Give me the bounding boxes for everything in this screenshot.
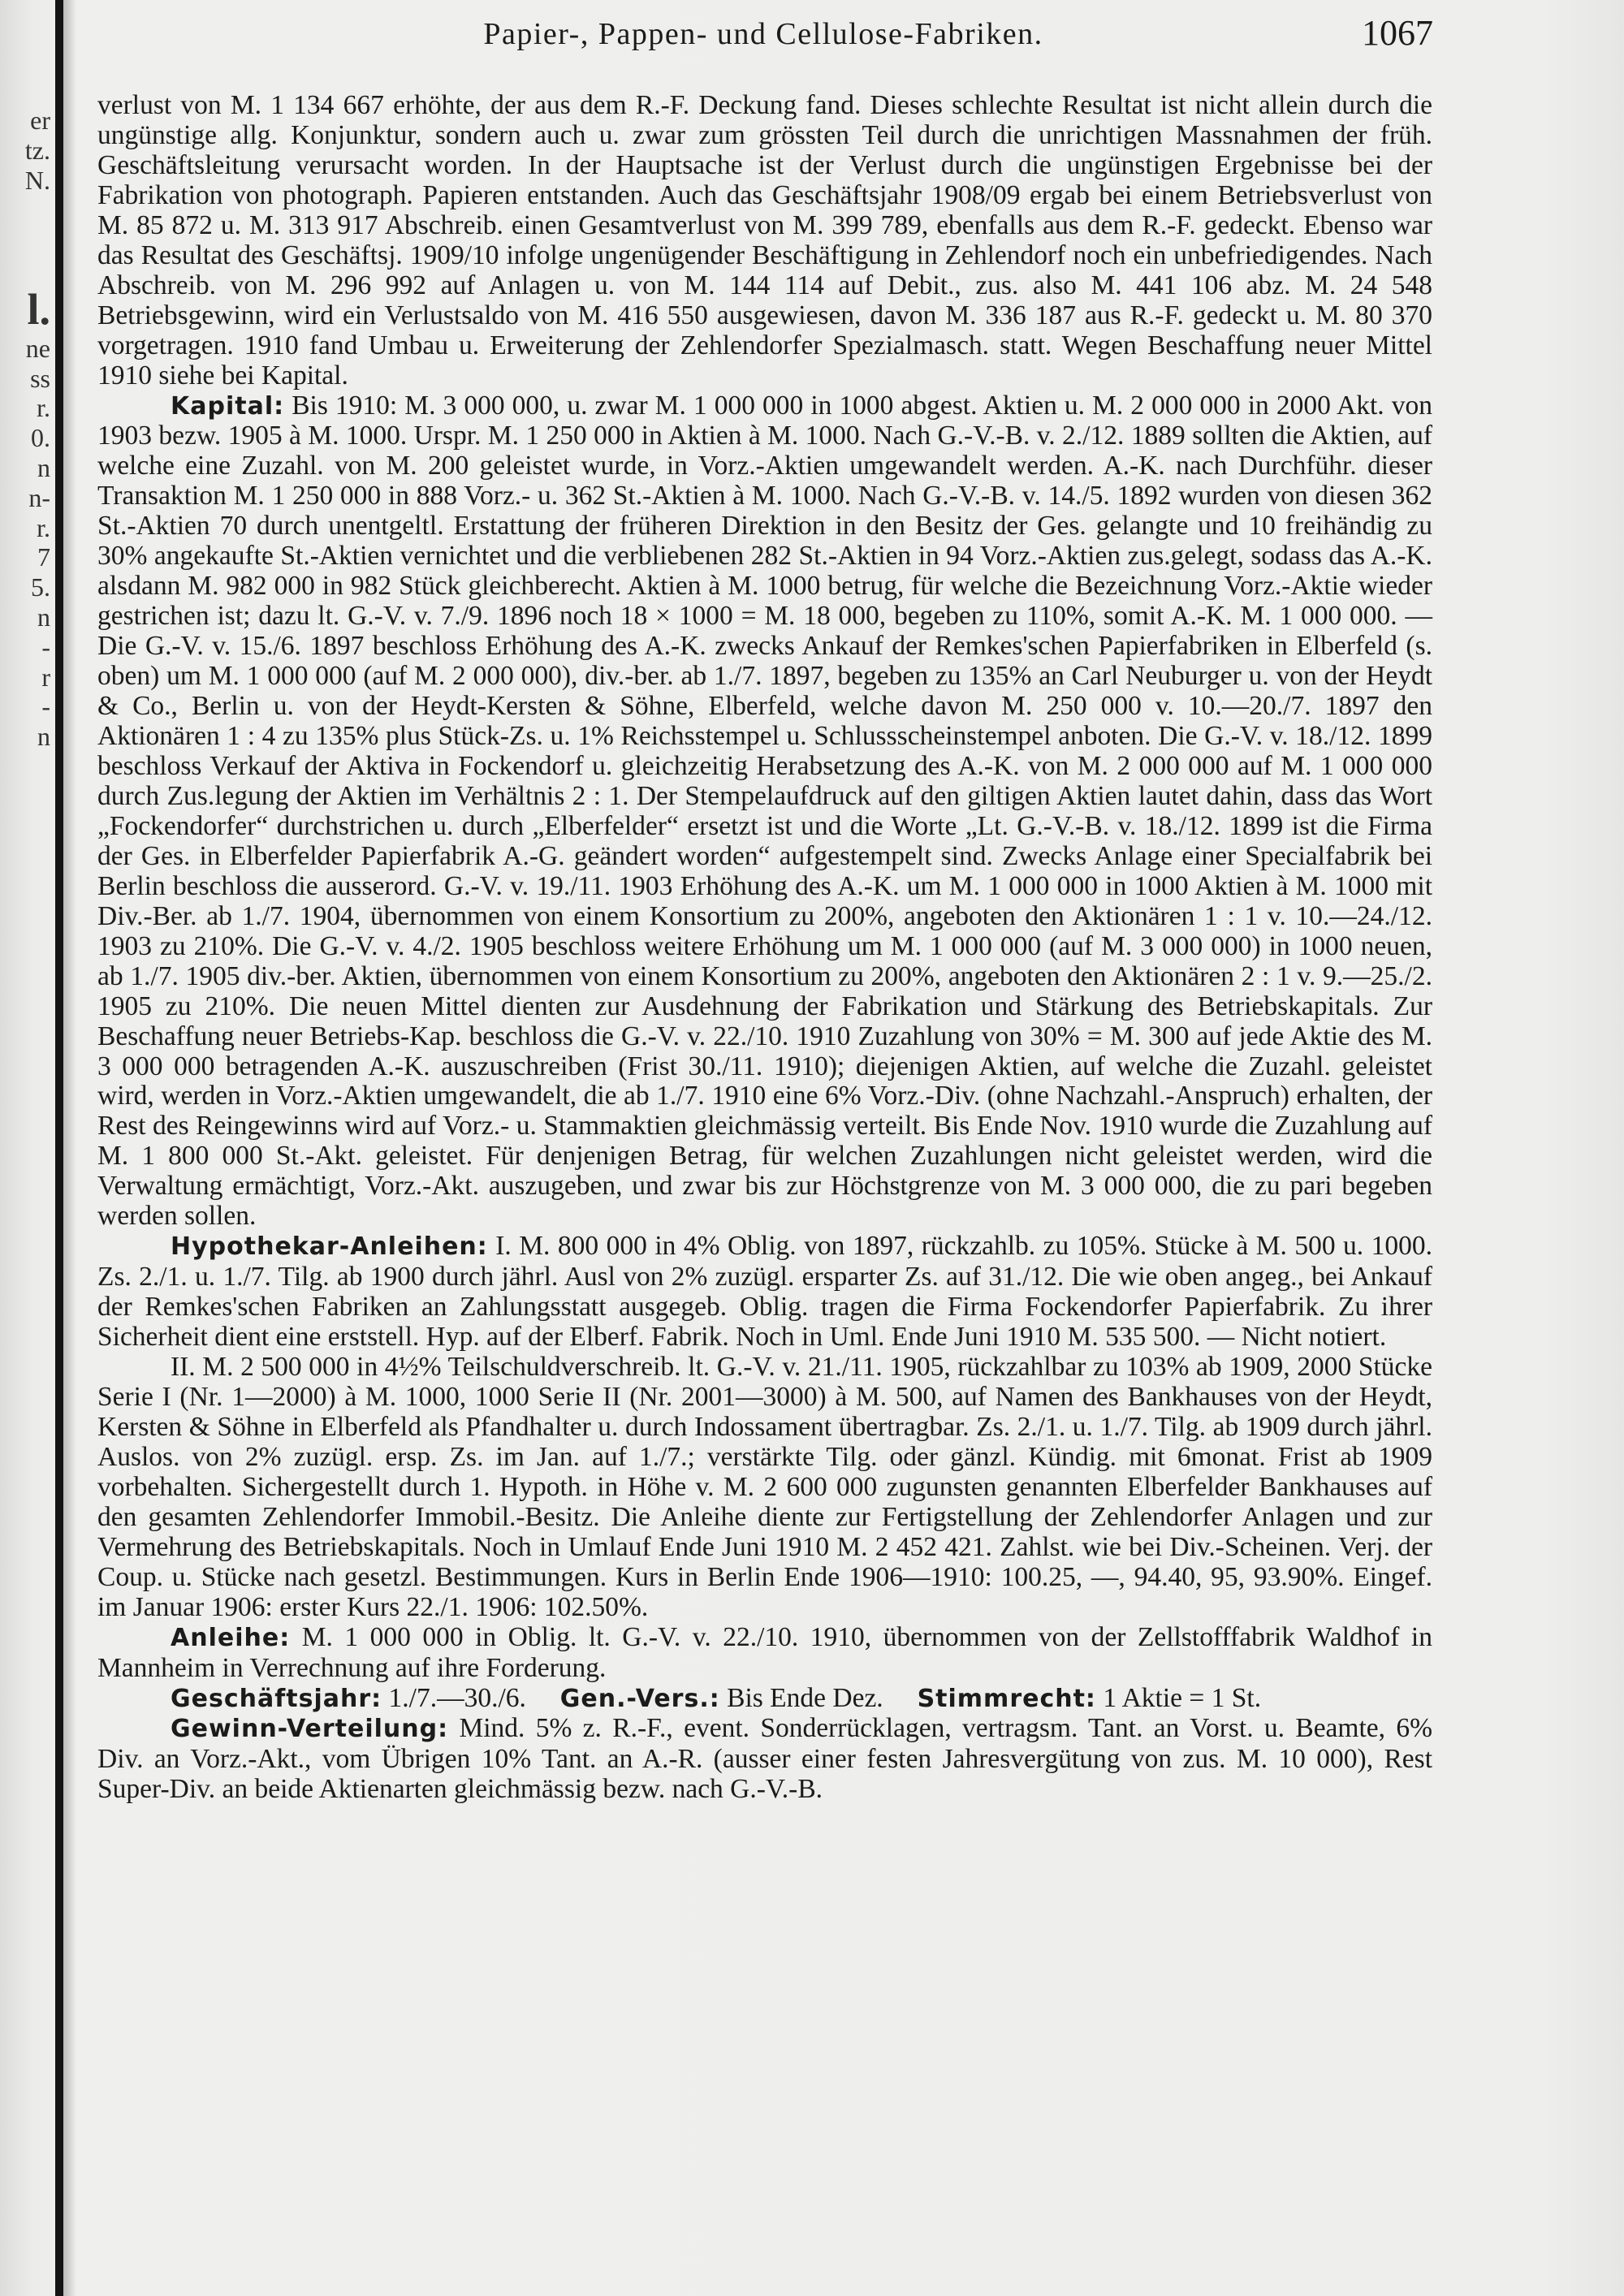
margin-fragment: l. (27, 284, 50, 334)
margin-fragment (0, 195, 54, 225)
paragraph-geschaeftsjahr (97, 1684, 1432, 1715)
paragraph-hypothekar-anleihen (97, 1232, 1432, 1353)
margin-fragment: r. (37, 512, 50, 542)
paragraph-text: Mind. 5% z. R.-F., event. Sonderrücklagen, vertragsm. Tant. an Vorst. u. Beamte, 6% Div. an Vorz.-Akt., vom Übrigen 10% Tant. an A.-R. (ausser einer festen Jahresvergütung von zus. M. 10 000), Rest Super-Div. an beide Aktienarten gleichmässig bezw. nach G.-V.-B. (97, 1713, 1433, 1805)
margin-fragment (0, 255, 54, 285)
book-spine-edge (55, 0, 63, 2296)
running-header: Papier-, Pappen- und Cellulose-Fabriken. (483, 17, 1043, 51)
section-label: Geschäftsjahr: (171, 1684, 382, 1713)
margin-fragment: tz. (24, 135, 50, 165)
paragraph-kapital (97, 391, 1432, 1232)
section-label: Stimmrecht: (917, 1684, 1096, 1713)
paragraph-text: I. M. 800 000 in 4% Oblig. von 1897, rückzahlb. zu 105%. Stücke à M. 500 u. 1000. Zs. 2./1. u. 1./7. Tilg. ab 1900 durch jährl. Ausl von 2% zuzügl. ersparter Zs. auf 31./12. Die wie oben angeg., bei Ankauf der Remkes'schen Fabriken an Zahlungsstatt ausgegeb. Oblig. tragen die Firma Fockendorfer Papierfabrik. Zu ihrer Sicherheit dient eine erststell. Hyp. auf der Elberf. Fabrik. Noch in Uml. Ende Juni 1910 M. 535 500. — Nicht notiert. (97, 1231, 1433, 1353)
margin-fragment: 7 (37, 542, 50, 572)
paragraph-text: Bis 1910: M. 3 000 000, u. zwar M. 1 000 000 in 1000 abgest. Aktien u. M. 2 000 000 in 2000 Akt. von 1903 bezw. 1905 à M. 1000. Urspr. M. 1 250 000 in Aktien à M. 1000. Nach G.-V.-B. v. 2./12. 1889 sollten die Aktien, auf welche eine Zuzahl. von M. 200 geleistet wurde, in Vorz.-Aktien umgewandelt werden. A.-K. nach Durchführ. dieser Transaktion M. 1 250 000 in 888 Vorz.- u. 362 St.-Aktien à M. 1000. Nach G.-V.-B. v. 14./5. 1892 wurden von diesen 362 St.-Aktien 70 durch unentgeltl. Erstattung der früheren Direktion in den Besitz der Ges. gelangte und 10 freihändig zu 30% angekaufte St.-Aktien vernichtet und die verbliebenen 282 St.-Aktien in 94 Vorz.-Aktien zus.gelegt, sodass das A.-K. alsdann M. 982 000 in 982 Stück gleichberecht. Aktien à M. 1000 betrug, für welche die Bezeichnung Vorz.-Aktie wieder gestrichen ist; dazu lt. G.-V. v. 7./9. 1896 noch 18 × 1000 = M. 18 000, begeben zu 110%, somit A.-K. M. 1 000 000. — Die G.-V. v. 15./6. 1897 beschloss Erhöhung des A.-K. zwecks Ankauf der Remkes'schen Papierfabriken in Elberfeld (s. oben) um M. 1 000 000 (auf M. 2 000 000), div.-ber. ab 1./7. 1897, begeben zu 135% an Carl Neuburger u. von der Heydt & Co., Berlin u. von der Heydt-Kersten & Söhne, Elberfeld, welche davon M. 250 000 v. 10.—20./7. 1897 den Aktionären 1 : 4 zu 135% plus Stück-Zs. u. 1% Reichsstempel u. Schlussscheinstempel anboten. Die G.-V. v. 18./12. 1899 beschloss Verkauf der Aktiva in Fockendorf u. gleichzeitig Herabsetzung des A.-K. von M. 2 000 000 auf M. 1 000 000 durch Zus.legung der Aktien im Verhältnis 2 : 1. Der Stempelaufdruck auf den giltigen Aktien lautet dahin, dass das Wort „Fockendorfer“ durchstrichen u. durch „Elberfelder“ ersetzt ist und die Worte „Lt. G.-V.-B. v. 18./12. 1899 ist die Firma der Ges. in Elberfelder Papierfabrik A.-G. geändert worden“ aufgestempelt sind. Zwecks Anlage einer Specialfabrik bei Berlin beschloss die ausserord. G.-V. v. 19./11. 1903 Erhöhung des A.-K. um M. 1 000 000 in 1000 Aktien à M. 1000 mit Div.-Ber. ab 1./7. 1904, übernommen von einem Konsortium zu 200%, angeboten den Aktionären 1 : 1 v. 10.—24./12. 1903 zu 210%. Die G.-V. v. 4./2. 1905 beschloss weitere Erhöhung um M. 1 000 000 (auf M. 3 000 000) in 1000 neuen, ab 1./7. 1905 div.-ber. Aktien, übernommen von einem Konsortium zu 200%, angeboten den Aktionären 2 : 1 v. 9.—25./2. 1905 zu 210%. Die neuen Mittel dienten zur Ausdehnung der Fabrikation und Stärkung des Betriebskapitals. Zur Beschaffung neuer Betriebs-Kap. beschloss die G.-V. v. 22./10. 1910 Zuzahlung von 30% = M. 300 auf jede Aktie des M. 3 000 000 betragenden A.-K. auszuschreiben (Frist 30./11. 1910); diejenigen Aktien, auf welche die Zuzahl. geleistet wird, werden in Vorz.-Aktien umgewandelt, die ab 1./7. 1910 eine 6% Vorz.-Div. (ohne Nachzahl.-Anspruch) erhalten, der Rest des Reingewinns wird auf Vorz.- u. Stammaktien gleichmässig verteilt. Bis Ende Nov. 1910 wurde die Zuzahlung auf M. 1 800 000 St.-Akt. geleistet. Für denjenigen Betrag, für welchen Zuzahlungen nicht geleistet werden, wird die Verwaltung ermächtigt, Vorz.-Akt. auszugeben, und zwar bis zur Höchstgrenze von M. 3 000 000, die zu pari begeben werden sollen. (97, 390, 1432, 1232)
margin-fragment: N. (24, 165, 50, 195)
margin-fragment: ne (25, 333, 50, 363)
margin-fragment: ss (30, 363, 50, 393)
section-label: Anleihe: (171, 1623, 291, 1652)
paragraph-verlust (97, 91, 1432, 391)
section-label: Kapital: (171, 391, 285, 421)
gutter-shadow (63, 0, 76, 2296)
paragraph-text: 1./7.—30./6. (388, 1682, 526, 1713)
paragraph-text: M. 1 000 000 in Oblig. lt. G.-V. v. 22./10. 1910, übernommen von der Zellstofffabrik Waldhof in Mannheim in Verrechnung auf ihre Forderung. (97, 1621, 1432, 1683)
margin-fragment: n (37, 602, 50, 632)
section-label: Hypothekar-Anleihen: (171, 1232, 488, 1262)
margin-fragment (0, 225, 54, 255)
margin-fragment: - (41, 692, 50, 722)
paragraph-text: verlust von M. 1 134 667 erhöhte, der aus dem R.-F. Deckung fand. Dieses schlechte Resultat ist nicht allein durch die ungünstige allg. Konjunktur, sondern auch u. zwar zum grössten Teil durch die unrichtigen Massnahmen der früh. Geschäftsleitung verursacht worden. In der Hauptsache ist der Verlust durch die ungünstigen Ergebnisse bei der Fabrikation von photograph. Papieren entstanden. Auch das Geschäftsjahr 1908/09 ergab bei einem Betriebsverlust von M. 85 872 u. M. 313 917 Abschreib. einen Gesamtverlust von M. 399 789, ebenfalls aus dem R.-F. gedeckt. Ebenso war das Resultat des Geschäftsj. 1909/10 infolge ungenügender Beschäftigung in Zehlendorf noch ein unbefriedigendes. Nach Abschreib. von M. 296 992 auf Anlagen u. von M. 144 114 auf Debit., zus. also M. 441 106 abz. M. 24 548 Betriebsgewinn, wird ein Verlustsaldo von M. 416 550 ausgewiesen, davon M. 336 187 aus R.-F. gedeckt u. M. 80 370 vorgetragen. 1910 fand Umbau u. Erweiterung der Zehlendorfer Spezialmasch. statt. Wegen Beschaffung neuer Mittel 1910 siehe bei Kapital. (97, 90, 1432, 391)
margin-fragment: r. (37, 393, 50, 423)
body-text (97, 91, 1432, 1805)
margin-fragment: r (41, 662, 50, 692)
previous-page-margin (0, 106, 54, 999)
margin-fragment: 0. (31, 423, 50, 453)
margin-fragment: er (30, 106, 50, 135)
paragraph-text: II. M. 2 500 000 in 4½% Teilschuldverschreib. lt. G.-V. v. 21./11. 1905, rückzahlbar zu 103% ab 1909, 2000 Stücke Serie I (Nr. 1—2000) à M. 1000, 1000 Serie II (Nr. 2001—3000) à M. 500, auf Namen des Bankhauses von der Heydt, Kersten & Söhne in Elberfeld als Pfandhalter u. durch Indossament übertragbar. Zs. 2./1. u. 1./7. Tilg. ab 1909 durch jährl. Auslos. von 2% zuzügl. ersp. Zs. im Jan. auf 1./7.; verstärkte Tilg. oder gänzl. Kündig. mit 6monat. Frist ab 1909 vorbehalten. Sichergestellt durch 1. Hypoth. in Höhe v. M. 2 600 000 zugunsten genannten Elberfelder Bankhauses auf den gesamten Zehlendorfer Immobil.-Besitz. Die Anleihe diente zur Fertigstellung der Zehlendorfer Anlagen und zur Vermehrung des Betriebskapitals. Noch in Umlauf Ende Juni 1910 M. 2 452 421. Zahlst. wie bei Div.-Scheinen. Verj. der Coup. u. Stücke nach gesetzl. Bestimmungen. Kurs in Berlin Ende 1906—1910: 100.25, —, 94.40, 95, 93.90%. Eingef. im Januar 1906: erster Kurs 22./1. 1906: 102.50%. (97, 1352, 1432, 1622)
paragraph-anleihe (97, 1623, 1432, 1684)
margin-fragment: n (37, 722, 50, 752)
margin-fragment: - (41, 632, 50, 662)
section-label: Gen.-Vers.: (559, 1684, 720, 1713)
paragraph-text: 1 Aktie = 1 St. (1103, 1682, 1262, 1713)
margin-fragment: n (37, 452, 50, 482)
margin-fragment: n- (28, 482, 50, 512)
paragraph-text: Bis Ende Dez. (727, 1682, 883, 1713)
paragraph-gewinn-verteilung (97, 1714, 1432, 1805)
margin-fragment: 5. (31, 572, 50, 602)
section-label: Gewinn-Verteilung: (171, 1715, 449, 1744)
page-number: 1067 (1362, 13, 1433, 53)
paragraph-anleihe-ii (97, 1353, 1432, 1623)
